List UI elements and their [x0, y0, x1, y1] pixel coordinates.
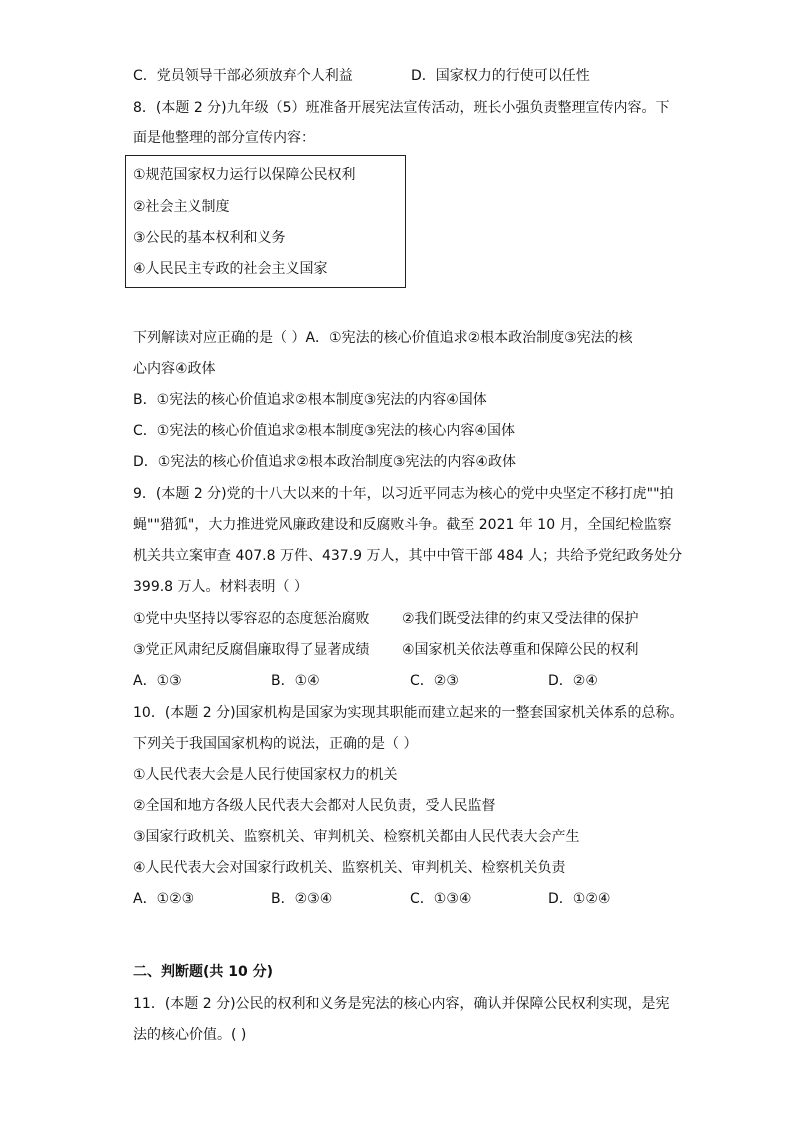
q9-stem-line-3: 机关共立案审查 407.8 万件、437.9 万人，其中中管干部 484 人；共给予党纪政务处分 [133, 548, 683, 564]
q8-option-d: D．①宪法的核心价值追求②根本政治制度③宪法的内容④政体 [133, 454, 516, 470]
q10-option-b: B．②③④ [271, 891, 333, 907]
q11-stem-line-2: 法的核心价值。( ) [133, 1027, 247, 1043]
q9-statement-4: ④国家机关依法尊重和保障公民的权利 [402, 642, 639, 658]
q7-option-d: D．国家权力的行使可以任性 [411, 68, 590, 84]
q10-statement-2: ②全国和地方各级人民代表大会都对人民负责，受人民监督 [133, 798, 496, 814]
q11-stem-line-1: 11．(本题 2 分)公民的权利和义务是宪法的核心内容，确认并保障公民权利实现，是宪 [133, 996, 670, 1012]
q8-box-item-1: ①规范国家权力运行以保障公民权利 [133, 167, 356, 183]
q9-statement-1: ①党中央坚持以零容忍的态度惩治腐败 [133, 611, 370, 627]
q8-box-item-2: ②社会主义制度 [133, 199, 230, 215]
q9-option-d: D．②④ [548, 673, 598, 689]
q10-statement-4: ④人民代表大会对国家行政机关、监察机关、审判机关、检察机关负责 [133, 860, 566, 876]
q9-statement-3: ③党正风肃纪反腐倡廉取得了显著成绩 [133, 642, 370, 658]
q7-option-c: C．党员领导干部必须放弃个人利益 [133, 68, 353, 84]
q8-stem-line-1: 8．(本题 2 分)九年级（5）班准备开展宪法宣传活动，班长小强负责整理宣传内容。下 [133, 100, 670, 116]
q10-stem-line-2: 下列关于我国国家机构的说法，正确的是（ ） [133, 736, 418, 752]
q8-option-c: C．①宪法的核心价值追求②根本制度③宪法的核心内容④国体 [133, 423, 515, 439]
section-title-judgment: 二、判断题(共 10 分) [133, 964, 274, 980]
q9-option-b: B．①④ [271, 673, 320, 689]
q8-stem-line-2: 面是他整理的部分宣传内容： [133, 130, 315, 146]
q9-stem-line-1: 9．(本题 2 分)党的十八大以来的十年，以习近平同志为核心的党中央坚定不移打虎""拍 [133, 486, 674, 502]
q10-statement-3: ③国家行政机关、监察机关、审判机关、检察机关都由人民代表大会产生 [133, 829, 580, 845]
q8-box-item-4: ④人民民主专政的社会主义国家 [133, 261, 328, 277]
q10-statement-1: ①人民代表大会是人民行使国家权力的机关 [133, 767, 398, 783]
q8-option-b: B．①宪法的核心价值追求②根本制度③宪法的内容④国体 [133, 392, 487, 408]
q8-box-item-3: ③公民的基本权利和义务 [133, 230, 286, 246]
q10-option-d: D．①②④ [548, 891, 611, 907]
q9-stem-line-4: 399.8 万人。材料表明（ ） [133, 579, 308, 595]
q10-option-c: C．①③④ [410, 891, 472, 907]
q9-option-c: C．②③ [410, 673, 459, 689]
q9-option-a: A．①③ [133, 673, 182, 689]
q9-stem-line-2: 蝇""猎狐"，大力推进党风廉政建设和反腐败斗争。截至 2021 年 10 月，全国纪检监察 [133, 517, 672, 533]
q10-option-a: A．①②③ [133, 891, 195, 907]
q9-statement-2: ②我们既受法律的约束又受法律的保护 [402, 611, 639, 627]
q8-question-line-2: 心内容④政体 [133, 361, 216, 377]
q10-stem-line-1: 10．(本题 2 分)国家机构是国家为实现其职能而建立起来的一整套国家机关体系的总称。 [133, 705, 684, 721]
q8-question-line-1: 下列解读对应正确的是（ ）A．①宪法的核心价值追求②根本政治制度③宪法的核 [133, 330, 633, 346]
